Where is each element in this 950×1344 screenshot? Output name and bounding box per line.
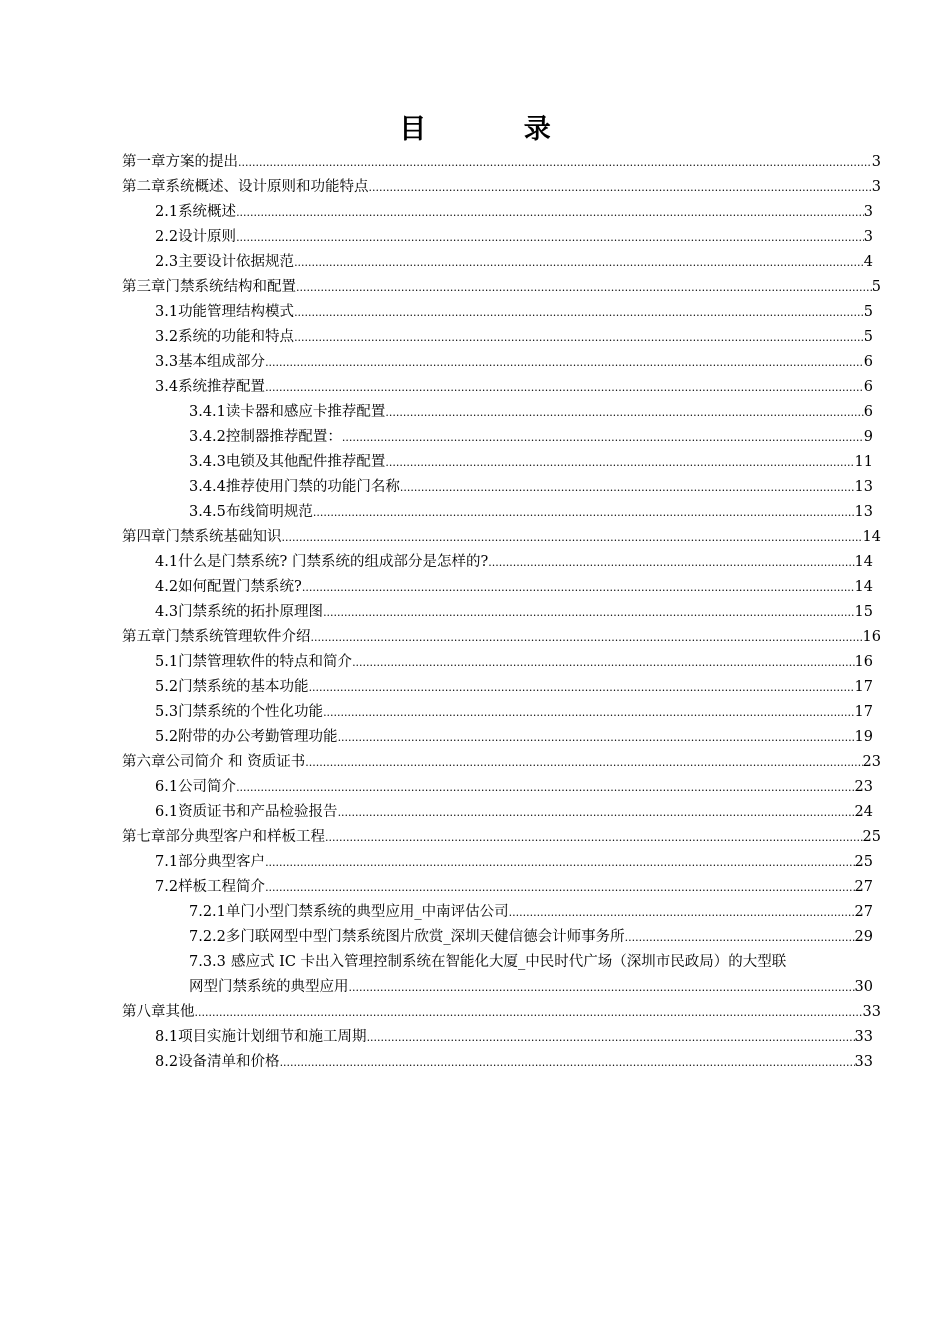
toc-entry-number: 4.3 bbox=[155, 604, 179, 620]
toc-entry-title: 方案的提出 bbox=[165, 154, 238, 170]
toc-entry[interactable] bbox=[0, 925, 950, 950]
toc-entry[interactable] bbox=[0, 525, 950, 550]
toc-leader-dots bbox=[236, 225, 864, 250]
toc-leader-dots bbox=[349, 975, 855, 1000]
toc-entry-page: 33 bbox=[854, 1054, 873, 1070]
toc-entry-page: 23 bbox=[854, 779, 873, 795]
toc-entry-number: 第三章 bbox=[122, 279, 166, 295]
toc-entry-number: 3.1 bbox=[155, 304, 179, 320]
toc-entry-number: 第六章 bbox=[122, 754, 166, 770]
toc-entry[interactable] bbox=[0, 400, 950, 425]
toc-entry-number: 4.2 bbox=[155, 579, 179, 595]
toc-entry-number: 7.1 bbox=[155, 854, 179, 870]
toc-entry[interactable] bbox=[0, 450, 950, 475]
toc-entry[interactable] bbox=[0, 1000, 950, 1025]
toc-entry-title: 门禁系统管理软件介绍 bbox=[165, 629, 311, 645]
toc-entry[interactable] bbox=[0, 950, 950, 1000]
toc-entry-title: 公司简介 bbox=[178, 779, 237, 795]
toc-entry-title-continued: 网型门禁系统的典型应用 bbox=[189, 979, 349, 995]
toc-leader-dots bbox=[280, 1050, 855, 1075]
toc-entry-page: 3 bbox=[863, 204, 873, 220]
toc-entry-page: 6 bbox=[863, 379, 873, 395]
toc-leader-dots bbox=[323, 600, 854, 625]
toc-leader-dots bbox=[400, 475, 855, 500]
toc-entry-page: 14 bbox=[854, 554, 873, 570]
toc-entry-number: 3.4.3 bbox=[189, 454, 226, 470]
toc-entry-title: 门禁系统基础知识 bbox=[165, 529, 282, 545]
toc-entry-title: 附带的办公考勤管理功能 bbox=[178, 729, 338, 745]
toc-title: 目 录 bbox=[399, 114, 595, 145]
toc-entry-number: 3.4.1 bbox=[189, 404, 226, 420]
toc-entry[interactable] bbox=[0, 1025, 950, 1050]
toc-entry[interactable] bbox=[0, 800, 950, 825]
toc-leader-dots bbox=[342, 425, 864, 450]
toc-entry-page: 25 bbox=[862, 829, 881, 845]
toc-entry[interactable] bbox=[0, 575, 950, 600]
toc-entry-page: 13 bbox=[854, 479, 873, 495]
toc-entry-page: 30 bbox=[854, 979, 873, 995]
toc-leader-dots bbox=[509, 900, 855, 925]
toc-leader-dots bbox=[369, 175, 872, 200]
toc-entry[interactable] bbox=[0, 550, 950, 575]
toc-entry-page: 24 bbox=[854, 804, 873, 820]
toc-leader-dots bbox=[313, 500, 855, 525]
toc-leader-dots bbox=[294, 325, 864, 350]
toc-entry-number: 7.2.1 bbox=[189, 904, 226, 920]
toc-entry[interactable] bbox=[0, 250, 950, 275]
toc-leader-dots bbox=[302, 575, 855, 600]
toc-entry[interactable] bbox=[0, 175, 950, 200]
toc-entry[interactable] bbox=[0, 375, 950, 400]
toc-leader-dots bbox=[294, 250, 864, 275]
toc-entry-page: 16 bbox=[854, 654, 873, 670]
toc-entry[interactable] bbox=[0, 700, 950, 725]
toc-entry-page: 27 bbox=[854, 904, 873, 920]
toc-entry-title: 基本组成部分 bbox=[178, 354, 266, 370]
toc-leader-dots bbox=[238, 150, 872, 175]
toc-leader-dots bbox=[305, 750, 862, 775]
toc-entry-number: 3.2 bbox=[155, 329, 179, 345]
toc-entry-number: 7.3.3 bbox=[189, 954, 226, 970]
toc-leader-dots bbox=[296, 275, 872, 300]
toc-entry-number: 2.3 bbox=[155, 254, 179, 270]
toc-entry[interactable] bbox=[0, 675, 950, 700]
toc-entry-title: 系统概述、设计原则和功能特点 bbox=[165, 179, 369, 195]
toc-entry-number: 2.1 bbox=[155, 204, 179, 220]
toc-leader-dots bbox=[236, 775, 854, 800]
toc-entry-page: 33 bbox=[862, 1004, 881, 1020]
toc-leader-dots bbox=[625, 925, 855, 950]
toc-entry-number: 5.2 bbox=[155, 679, 179, 695]
toc-entry-title: 读卡器和感应卡推荐配置 bbox=[225, 404, 386, 420]
toc-entry-number: 2.2 bbox=[155, 229, 179, 245]
toc-entry-title: 项目实施计划细节和施工周期 bbox=[178, 1029, 367, 1045]
toc-entry-title: 设计原则 bbox=[178, 229, 237, 245]
toc-entry[interactable] bbox=[0, 425, 950, 450]
toc-entry-number: 第二章 bbox=[122, 179, 166, 195]
toc-entry-title: 部分典型客户 bbox=[178, 854, 266, 870]
toc-entry-page: 6 bbox=[863, 354, 873, 370]
toc-entry-page: 5 bbox=[871, 279, 881, 295]
toc-entry[interactable] bbox=[0, 850, 950, 875]
toc-leader-dots bbox=[325, 825, 863, 850]
toc-entry-title: 感应式 IC 卡出入管理控制系统在智能化大厦_中民时代广场（深圳市民政局）的大型联 bbox=[231, 954, 787, 970]
toc-entry[interactable] bbox=[0, 900, 950, 925]
toc-entry-page: 11 bbox=[854, 454, 873, 470]
toc-entry[interactable] bbox=[0, 275, 950, 300]
toc-entry-title: 样板工程简介 bbox=[178, 879, 266, 895]
toc-entry-title: 系统概述 bbox=[178, 204, 237, 220]
toc-entry-number: 8.1 bbox=[155, 1029, 179, 1045]
toc-leader-dots bbox=[309, 675, 855, 700]
toc-entry[interactable] bbox=[0, 875, 950, 900]
toc-leader-dots bbox=[338, 725, 855, 750]
toc-entry-number: 6.1 bbox=[155, 804, 179, 820]
toc-entry-title: 资质证书和产品检验报告 bbox=[178, 804, 338, 820]
toc-entry-title: 多门联网型中型门禁系统图片欣赏_深圳天健信德会计师事务所 bbox=[225, 929, 625, 945]
toc-entry-title: 门禁系统的拓扑原理图 bbox=[178, 604, 324, 620]
toc-entry[interactable] bbox=[0, 475, 950, 500]
toc-entry-title: 其他 bbox=[165, 1004, 195, 1020]
toc-entry[interactable] bbox=[0, 225, 950, 250]
toc-entry-page: 4 bbox=[863, 254, 873, 270]
toc-entry-number: 3.4.5 bbox=[189, 504, 226, 520]
toc-leader-dots bbox=[385, 400, 863, 425]
toc-leader-dots bbox=[352, 650, 854, 675]
toc-entry-page: 25 bbox=[854, 854, 873, 870]
toc-entry[interactable] bbox=[0, 150, 950, 175]
toc-entry[interactable] bbox=[0, 200, 950, 225]
toc-entry-number: 6.1 bbox=[155, 779, 179, 795]
toc-entry-title: 控制器推荐配置： bbox=[225, 429, 342, 445]
toc-entry-title: 布线简明规范 bbox=[225, 504, 313, 520]
toc-entry-page: 17 bbox=[854, 704, 873, 720]
toc-entry-page: 15 bbox=[854, 604, 873, 620]
toc-entry-page: 13 bbox=[854, 504, 873, 520]
toc-entry-number: 8.2 bbox=[155, 1054, 179, 1070]
toc-leader-dots bbox=[338, 800, 855, 825]
toc-leader-dots bbox=[195, 1000, 863, 1025]
toc-entry[interactable] bbox=[0, 1050, 950, 1075]
toc-entry-page: 23 bbox=[862, 754, 881, 770]
toc-leader-dots bbox=[367, 1025, 855, 1050]
toc-leader-dots bbox=[282, 525, 863, 550]
toc-entry-page: 3 bbox=[871, 154, 881, 170]
toc-entry-number: 5.3 bbox=[155, 704, 179, 720]
toc-entry-page: 14 bbox=[854, 579, 873, 595]
toc-entry[interactable] bbox=[0, 825, 950, 850]
toc-entry-title: 公司简介 和 资质证书 bbox=[165, 754, 306, 770]
toc-leader-dots bbox=[265, 350, 864, 375]
toc-entry-title: 功能管理结构模式 bbox=[178, 304, 295, 320]
toc-entry-page: 5 bbox=[863, 304, 873, 320]
toc-leader-dots bbox=[311, 625, 863, 650]
toc-leader-dots bbox=[385, 450, 854, 475]
toc-entry-title: 电锁及其他配件推荐配置 bbox=[225, 454, 386, 470]
toc-entry-title: 设备清单和价格 bbox=[178, 1054, 280, 1070]
toc-entry-title: 部分典型客户和样板工程 bbox=[165, 829, 325, 845]
toc-entry[interactable] bbox=[0, 625, 950, 650]
toc-entry-number: 第五章 bbox=[122, 629, 166, 645]
toc-entry-title: 单门小型门禁系统的典型应用_中南评估公司 bbox=[225, 904, 509, 920]
toc-entry-number: 3.4.2 bbox=[189, 429, 226, 445]
toc-entry[interactable] bbox=[0, 500, 950, 525]
toc-entry[interactable] bbox=[0, 325, 950, 350]
table-of-contents bbox=[0, 150, 950, 1075]
toc-entry-title: 什么是门禁系统? 门禁系统的组成部分是怎样的? bbox=[178, 554, 489, 570]
toc-entry-number: 第八章 bbox=[122, 1004, 166, 1020]
toc-entry-number: 第一章 bbox=[122, 154, 166, 170]
toc-entry-number: 5.2 bbox=[155, 729, 179, 745]
toc-leader-dots bbox=[265, 375, 864, 400]
toc-entry-number: 7.2.2 bbox=[189, 929, 226, 945]
toc-entry-title: 门禁系统的个性化功能 bbox=[178, 704, 324, 720]
toc-entry-title: 门禁系统的基本功能 bbox=[178, 679, 309, 695]
toc-entry-page: 5 bbox=[863, 329, 873, 345]
toc-leader-dots bbox=[294, 300, 864, 325]
toc-entry-page: 29 bbox=[854, 929, 873, 945]
toc-entry-page: 33 bbox=[854, 1029, 873, 1045]
toc-leader-dots bbox=[323, 700, 854, 725]
toc-entry-number: 5.1 bbox=[155, 654, 179, 670]
toc-entry[interactable] bbox=[0, 350, 950, 375]
toc-entry-page: 6 bbox=[863, 404, 873, 420]
toc-entry-number: 3.3 bbox=[155, 354, 179, 370]
toc-entry-number: 4.1 bbox=[155, 554, 179, 570]
toc-entry[interactable] bbox=[0, 600, 950, 625]
toc-entry-title: 门禁管理软件的特点和简介 bbox=[178, 654, 353, 670]
toc-entry-title: 系统的功能和特点 bbox=[178, 329, 295, 345]
toc-entry-page: 9 bbox=[863, 429, 873, 445]
toc-entry-number: 3.4 bbox=[155, 379, 179, 395]
toc-leader-dots bbox=[265, 850, 854, 875]
toc-entry-page: 16 bbox=[862, 629, 881, 645]
toc-entry-number: 3.4.4 bbox=[189, 479, 226, 495]
toc-entry-page: 14 bbox=[862, 529, 881, 545]
toc-entry-number: 7.2 bbox=[155, 879, 179, 895]
toc-entry-number: 第七章 bbox=[122, 829, 166, 845]
toc-entry-page: 17 bbox=[854, 679, 873, 695]
toc-leader-dots bbox=[265, 875, 854, 900]
toc-entry[interactable] bbox=[0, 650, 950, 675]
toc-entry-title: 系统推荐配置 bbox=[178, 379, 266, 395]
toc-entry-number: 第四章 bbox=[122, 529, 166, 545]
toc-entry-page: 19 bbox=[854, 729, 873, 745]
toc-entry-page: 27 bbox=[854, 879, 873, 895]
toc-entry-title: 如何配置门禁系统? bbox=[178, 579, 302, 595]
toc-entry[interactable] bbox=[0, 725, 950, 750]
toc-entry[interactable] bbox=[0, 750, 950, 775]
toc-entry-page: 3 bbox=[863, 229, 873, 245]
toc-entry[interactable] bbox=[0, 300, 950, 325]
toc-entry-title: 主要设计依据规范 bbox=[178, 254, 295, 270]
toc-entry[interactable] bbox=[0, 775, 950, 800]
toc-entry-title: 推荐使用门禁的功能门名称 bbox=[225, 479, 400, 495]
toc-leader-dots bbox=[236, 200, 864, 225]
toc-entry-page: 3 bbox=[871, 179, 881, 195]
toc-entry-title: 门禁系统结构和配置 bbox=[165, 279, 296, 295]
toc-leader-dots bbox=[488, 550, 854, 575]
